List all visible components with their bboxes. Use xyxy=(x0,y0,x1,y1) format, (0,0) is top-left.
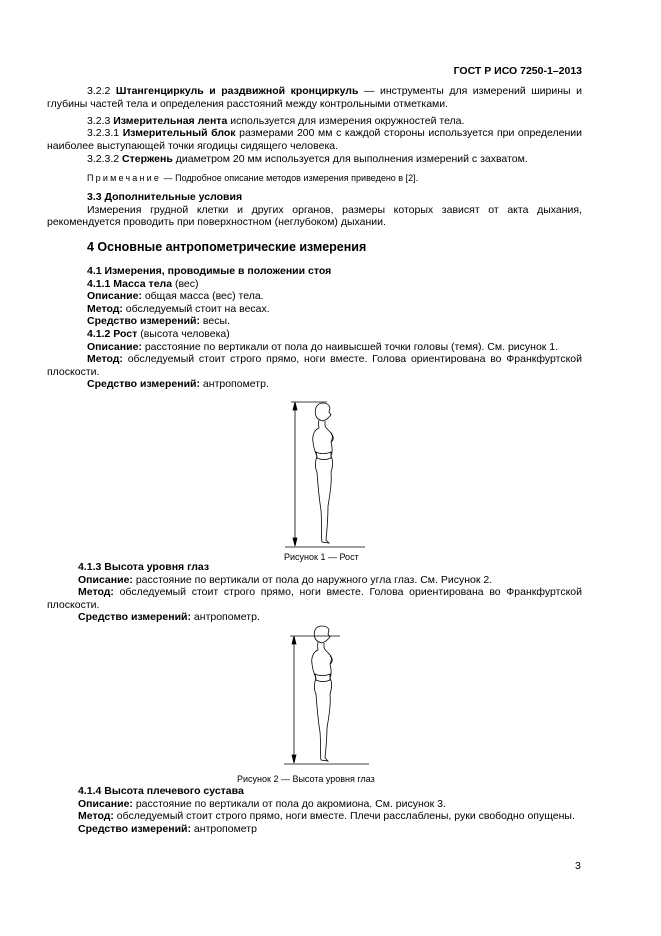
figure-1-caption: Рисунок 1 — Рост xyxy=(284,552,359,562)
figure-2-caption: Рисунок 2 — Высота уровня глаз xyxy=(237,774,375,784)
body-outline xyxy=(313,420,333,543)
note: Примечание — Подробное описание методов измерения приведено в [2]. xyxy=(87,173,419,183)
section-4-heading: 4 Основные антропометрические измерения xyxy=(87,240,367,254)
document-header: ГОСТ Р ИСО 7250-1–2013 xyxy=(453,65,582,77)
head xyxy=(314,626,330,643)
section-4-1-3: 4.1.3 Высота уровня глаз Описание: расстояние по вертикали от пола до наружного угла глаз. См. Рисунок 2. Метод: обследуемый стоит строго прямо, ноги вместе. Голова ориентирована во Франкфуртской плоскости. Средство измерений: антропометр. xyxy=(47,561,582,624)
body-outline xyxy=(312,642,332,761)
section-3-2-3: 3.2.3 Измерительная лента используется для измерения окружностей тела. xyxy=(87,115,465,127)
figure-1-stature-illustration xyxy=(285,390,365,550)
figure-2-eye-height-illustration xyxy=(284,622,369,767)
section-3-2-2: 3.2.2 Штангенциркуль и раздвижной кронциркуль — инструменты для измерений ширины и глубины частей тела и определения расстояний между контрольными отметками. xyxy=(47,85,582,110)
page-number: 3 xyxy=(575,860,581,872)
section-4-1-4: 4.1.4 Высота плечевого сустава Описание: расстояние по вертикали от пола до акромиона. См. рисунок 3. Метод: обследуемый стоит строго прямо, ноги вместе. Плечи расслаблены, руки свободно опущены. Средство измерений: антропометр xyxy=(78,785,575,835)
section-3-2-3-1: 3.2.3.1 Измерительный блок размерами 200 мм с каждой стороны используется при определении наиболее выступающей точки ягодицы сидящего человека. xyxy=(47,127,583,152)
section-4-1: 4.1 Измерения, проводимые в положении стоя 4.1.1 Масса тела (вес) Описание: общая масса (вес) тела. Метод: обследуемый стоит на весах. Средство измерений: весы. 4.1.2 Рост (высота человека) Описание: расстояние по вертикали от пола до наивысшей точки головы (темя). См. рисунок 1. Метод: обследуемый стоит строго прямо, ноги вместе. Голова ориентирована во Франкфуртской плоскости. Средство измерений: антропометр. xyxy=(47,265,582,391)
section-3-3: 3.3 Дополнительные условия Измерения грудной клетки и других органов, размеры которых зависят от акта дыхания, рекомендуется проводить при поверхностном (неглубоком) дыхании. xyxy=(47,191,582,229)
section-3-3-title: 3.3 Дополнительные условия xyxy=(87,191,243,203)
head xyxy=(315,403,331,421)
section-3-2-3-2: 3.2.3.2 Стержень диаметром 20 мм используется для выполнения измерений с захватом. xyxy=(87,153,528,165)
term-caliper: Штангенциркуль и раздвижной кронциркуль xyxy=(115,85,359,97)
